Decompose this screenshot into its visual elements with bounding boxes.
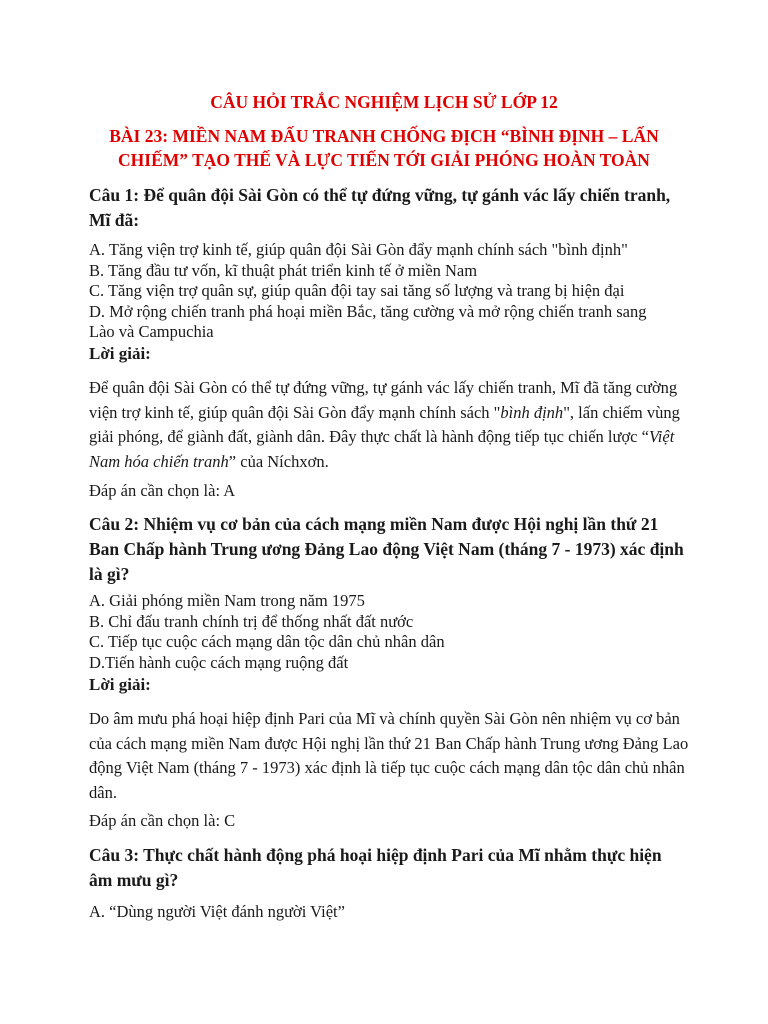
option-d: D.Tiến hành cuộc cách mạng ruộng đất xyxy=(89,652,349,672)
option-a: A. Tăng viện trợ kinh tế, giúp quân đội Sài Gòn đẩy mạnh chính sách "bình định" xyxy=(89,240,628,259)
lesson-heading-line-2: CHIẾM” TẠO THẾ VÀ LỰC TIẾN TỚI GIẢI PHÓNG HOÀN TOÀN xyxy=(118,150,650,170)
question-1-answer: Đáp án cần chọn là: A xyxy=(89,481,236,500)
document-title: CÂU HỎI TRẮC NGHIỆM LỊCH SỬ LỚP 12 xyxy=(210,92,558,112)
option-b: B. Chỉ đấu tranh chính trị để thống nhất đất nước xyxy=(89,611,414,631)
solution-text-part-3: ” của Níchxơn. xyxy=(228,451,329,471)
question-2: Câu 2: Nhiệm vụ cơ bản của cách mạng miền Nam được Hội nghị lần thứ 21 Ban Chấp hành Trung ương Đảng Lao động Việt Nam (tháng 7 - 1973) xác định là gì? xyxy=(89,514,684,584)
question-1: Câu 1: Để quân đội Sài Gòn có thể tự đứng vững, tự gánh vác lấy chiến tranh, Mĩ đã: xyxy=(89,185,671,230)
solution-text-part-2: ", lấn chiếm vùng giải phóng, để giành đất, giành dân. Đây thực chất là hành động tiếp tục chiến lược “ xyxy=(89,402,680,446)
solution-label: Lời giải: xyxy=(89,675,151,694)
solution-label: Lời giải: xyxy=(89,344,151,363)
option-a: A. “Dùng người Việt đánh người Việt” xyxy=(89,902,345,921)
solution-italic-term-2: Việt Nam hóa chiến tranh xyxy=(89,427,675,471)
question-2-options xyxy=(89,591,689,673)
question-3-options xyxy=(89,902,689,923)
question-1-solution xyxy=(89,376,689,474)
lesson-heading xyxy=(0,124,768,172)
option-b: B. Tăng đầu tư vốn, kĩ thuật phát triển kinh tế ở miền Nam xyxy=(89,260,478,280)
option-d: D. Mở rộng chiến tranh phá hoại miền Bắc, tăng cường và mở rộng chiến tranh sang xyxy=(89,301,647,321)
question-3: Câu 3: Thực chất hành động phá hoại hiệp định Pari của Mĩ nhằm thực hiện âm mưu gì? xyxy=(89,845,662,890)
question-2-answer: Đáp án cần chọn là: C xyxy=(89,811,236,830)
solution-italic-term-1: bình định xyxy=(500,402,564,422)
option-a: A. Giải phóng miền Nam trong năm 1975 xyxy=(89,591,365,610)
option-c: C. Tiếp tục cuộc cách mạng dân tộc dân chủ nhân dân xyxy=(89,632,445,651)
question-2-solution: Do âm mưu phá hoại hiệp định Pari của Mĩ và chính quyền Sài Gòn nên nhiệm vụ cơ bản của cách mạng miền Nam được Hội nghị lần thứ 21 Ban Chấp hành Trung ương Đảng Lao động Việt Nam (tháng 7 - 1973) xác định là tiếp tục cuộc cách mạng dân tộc dân chủ nhân dân. xyxy=(89,709,689,802)
lesson-heading-line-1: BÀI 23: MIỀN NAM ĐẤU TRANH CHỐNG ĐỊCH “BÌNH ĐỊNH – LẤN xyxy=(109,126,659,146)
option-c: C. Tăng viện trợ quân sự, giúp quân đội tay sai tăng số lượng và trang bị hiện đại xyxy=(89,281,625,300)
question-1-options xyxy=(89,240,689,343)
solution-text-part-1: Để quân đội Sài Gòn có thể tự đứng vững, tự gánh vác lấy chiến tranh, Mĩ đã tăng cường viện trợ kinh tế, giúp quân đội Sài Gòn đẩy mạnh chính sách " xyxy=(89,378,678,422)
option-d-continued: Lào và Campuchia xyxy=(89,322,214,341)
